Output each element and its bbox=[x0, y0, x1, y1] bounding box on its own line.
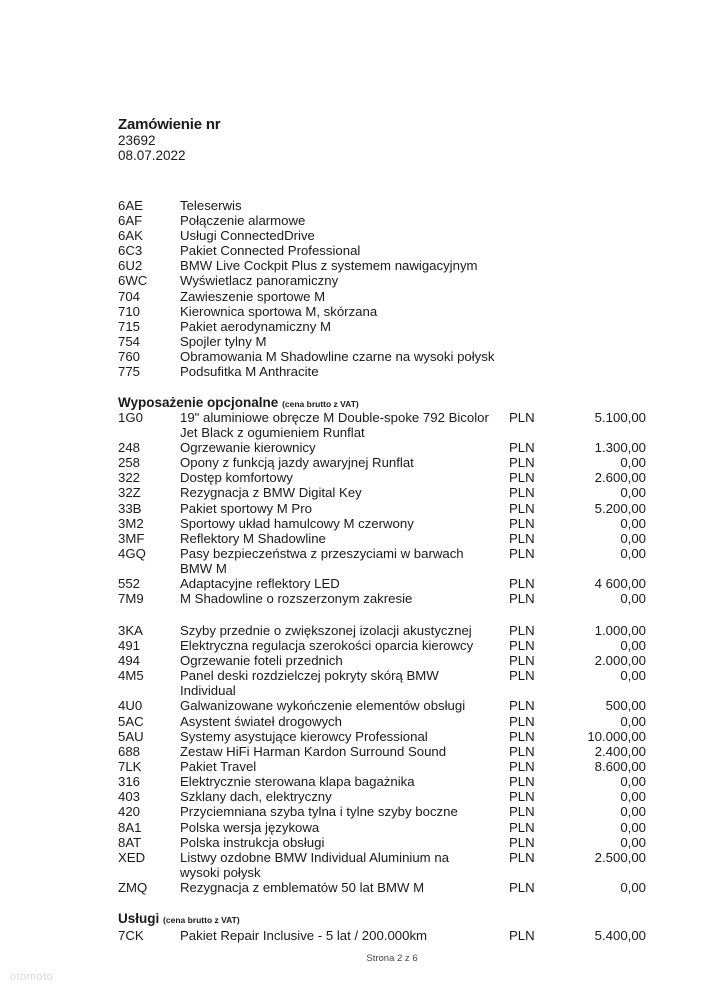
table-row bbox=[118, 576, 658, 591]
item-name: Wyświetlacz panoramiczny bbox=[180, 273, 339, 289]
table-row bbox=[118, 820, 658, 835]
item-code: 494 bbox=[118, 653, 141, 669]
item-currency: PLN bbox=[509, 668, 535, 684]
item-code: 3MF bbox=[118, 530, 145, 546]
optional-equipment-heading bbox=[118, 395, 359, 410]
list-item bbox=[118, 289, 658, 304]
item-code: 8AT bbox=[118, 835, 142, 851]
item-name: Reflektory M Shadowline bbox=[180, 530, 326, 546]
item-currency: PLN bbox=[509, 789, 535, 805]
optional-equipment-group-1 bbox=[118, 410, 658, 606]
item-name: Pakiet sportowy M Pro bbox=[180, 500, 312, 516]
item-price: 0,00 bbox=[620, 668, 646, 684]
item-name: Rezygnacja z BMW Digital Key bbox=[180, 485, 362, 501]
item-code: 7M9 bbox=[118, 591, 144, 607]
item-code: 552 bbox=[118, 576, 141, 592]
table-row bbox=[118, 485, 658, 500]
order-title: Zamówienie nr bbox=[118, 116, 221, 133]
item-code: 3M2 bbox=[118, 515, 144, 531]
item-price: 5.100,00 bbox=[594, 410, 646, 425]
item-code: 6U2 bbox=[118, 258, 143, 274]
order-number-value: 23692 bbox=[118, 133, 156, 148]
item-price: 2.000,00 bbox=[594, 653, 646, 669]
item-code: XED bbox=[118, 850, 146, 866]
item-name: 19" aluminiowe obręcze M Double-spoke 792 Bicolor Jet Black z ogumieniem Runflat bbox=[180, 410, 489, 441]
order-date-value: 08.07.2022 bbox=[118, 148, 186, 163]
item-price: 0,00 bbox=[620, 713, 646, 729]
item-currency: PLN bbox=[509, 470, 535, 486]
item-code: 1G0 bbox=[118, 410, 143, 425]
item-currency: PLN bbox=[509, 698, 535, 714]
table-row bbox=[118, 455, 658, 470]
item-name: Sportowy układ hamulcowy M czerwony bbox=[180, 515, 414, 531]
item-currency: PLN bbox=[509, 455, 535, 471]
item-name: Pasy bezpieczeństwa z przeszyciami w barwach BMW M bbox=[180, 545, 464, 576]
list-item bbox=[118, 228, 658, 243]
item-code: 775 bbox=[118, 364, 141, 380]
item-price: 0,00 bbox=[620, 455, 646, 471]
item-code: 6AE bbox=[118, 198, 143, 213]
table-row bbox=[118, 623, 658, 638]
item-price: 2.400,00 bbox=[594, 743, 646, 759]
item-code: 322 bbox=[118, 470, 141, 486]
item-currency: PLN bbox=[509, 530, 535, 546]
item-price: 10.000,00 bbox=[587, 728, 646, 744]
item-price: 0,00 bbox=[620, 773, 646, 789]
item-name: Zawieszenie sportowe M bbox=[180, 288, 326, 304]
item-price: 0,00 bbox=[620, 804, 646, 820]
watermark-logo: otomoto bbox=[10, 971, 54, 983]
item-price: 1.000,00 bbox=[594, 623, 646, 638]
item-code: 4M5 bbox=[118, 668, 144, 684]
item-price: 0,00 bbox=[620, 515, 646, 531]
item-name: Ogrzewanie kierownicy bbox=[180, 440, 316, 456]
item-currency: PLN bbox=[509, 835, 535, 851]
item-name: Listwy ozdobne BMW Individual Aluminium na wysoki połysk bbox=[180, 850, 450, 881]
item-code: 403 bbox=[118, 789, 141, 805]
list-item bbox=[118, 243, 658, 258]
item-name: Systemy asystujące kierowcy Professional bbox=[180, 728, 428, 744]
item-code: 6AK bbox=[118, 228, 143, 244]
item-code: 32Z bbox=[118, 485, 141, 501]
item-code: 688 bbox=[118, 743, 141, 759]
item-currency: PLN bbox=[509, 638, 535, 654]
item-price: 4 600,00 bbox=[594, 576, 646, 592]
item-currency: PLN bbox=[509, 500, 535, 516]
item-code: 8A1 bbox=[118, 820, 142, 835]
item-price: 0,00 bbox=[620, 880, 646, 896]
item-price: 2.500,00 bbox=[594, 850, 646, 866]
table-row bbox=[118, 759, 658, 774]
item-name: Elektrycznie sterowana klapa bagażnika bbox=[180, 773, 415, 789]
item-currency: PLN bbox=[509, 820, 535, 835]
item-name: Adaptacyjne reflektory LED bbox=[180, 576, 340, 592]
list-item bbox=[118, 198, 658, 213]
list-item bbox=[118, 273, 658, 288]
item-currency: PLN bbox=[509, 773, 535, 789]
item-code: 4U0 bbox=[118, 698, 143, 714]
item-name: Panel deski rozdzielczej pokryty skórą BMW Individual bbox=[180, 668, 439, 699]
item-name: Pakiet Repair Inclusive - 5 lat / 200.000km bbox=[180, 928, 428, 943]
list-item bbox=[118, 364, 658, 379]
item-name: Przyciemniana szyba tylna i tylne szyby boczne bbox=[180, 804, 458, 820]
table-row bbox=[118, 804, 658, 819]
item-name: Pakiet aerodynamiczny M bbox=[180, 318, 331, 334]
item-name: Spojler tylny M bbox=[180, 333, 267, 349]
table-row bbox=[118, 714, 658, 729]
table-row bbox=[118, 501, 658, 516]
item-currency: PLN bbox=[509, 758, 535, 774]
item-code: 715 bbox=[118, 318, 141, 334]
item-name: Polska wersja językowa bbox=[180, 820, 320, 835]
item-currency: PLN bbox=[509, 591, 535, 607]
item-name: Rezygnacja z emblematów 50 lat BMW M bbox=[180, 880, 425, 896]
item-name: Usługi ConnectedDrive bbox=[180, 228, 315, 244]
item-name: Asystent świateł drogowych bbox=[180, 713, 342, 729]
item-currency: PLN bbox=[509, 653, 535, 669]
table-row bbox=[118, 928, 658, 943]
item-code: 6C3 bbox=[118, 243, 143, 259]
item-name: Podsufitka M Anthracite bbox=[180, 364, 319, 380]
table-row bbox=[118, 668, 658, 698]
list-item bbox=[118, 258, 658, 273]
list-item bbox=[118, 334, 658, 349]
item-currency: PLN bbox=[509, 545, 535, 561]
item-name: Elektryczna regulacja szerokości oparcia kierowcy bbox=[180, 638, 474, 654]
item-code: 5AC bbox=[118, 713, 144, 729]
list-item bbox=[118, 319, 658, 334]
item-code: 5AU bbox=[118, 728, 144, 744]
table-row bbox=[118, 546, 658, 576]
optional-equipment-title: Wyposażenie opcjonalne bbox=[118, 395, 279, 410]
item-name: Opony z funkcją jazdy awaryjnej Runflat bbox=[180, 455, 414, 471]
item-code: 710 bbox=[118, 303, 141, 319]
item-price: 0,00 bbox=[620, 820, 646, 835]
item-code: 704 bbox=[118, 288, 141, 304]
item-currency: PLN bbox=[509, 743, 535, 759]
item-name: Obramowania M Shadowline czarne na wysoki połysk bbox=[180, 348, 495, 364]
item-price: 0,00 bbox=[620, 789, 646, 805]
item-name: Ogrzewanie foteli przednich bbox=[180, 653, 343, 669]
services-title: Usługi bbox=[118, 911, 160, 926]
table-row bbox=[118, 744, 658, 759]
item-currency: PLN bbox=[509, 576, 535, 592]
item-currency: PLN bbox=[509, 440, 535, 456]
item-code: ZMQ bbox=[118, 880, 148, 896]
table-row bbox=[118, 698, 658, 713]
item-price: 0,00 bbox=[620, 638, 646, 654]
table-row bbox=[118, 470, 658, 485]
services-list bbox=[118, 928, 658, 943]
list-item bbox=[118, 304, 658, 319]
table-row bbox=[118, 516, 658, 531]
table-row bbox=[118, 729, 658, 744]
standard-equipment-list bbox=[118, 198, 658, 379]
table-row bbox=[118, 653, 658, 668]
item-name: Polska instrukcja obsługi bbox=[180, 835, 325, 851]
table-row bbox=[118, 410, 658, 440]
item-name: Pakiet Connected Professional bbox=[180, 243, 361, 259]
item-price: 0,00 bbox=[620, 591, 646, 607]
item-code: 6WC bbox=[118, 273, 148, 289]
table-row bbox=[118, 531, 658, 546]
item-code: 7LK bbox=[118, 758, 142, 774]
item-currency: PLN bbox=[509, 515, 535, 531]
table-row bbox=[118, 850, 658, 880]
table-row bbox=[118, 591, 658, 606]
item-currency: PLN bbox=[509, 850, 535, 866]
table-row bbox=[118, 880, 658, 895]
item-currency: PLN bbox=[509, 485, 535, 501]
page-number: Strona 2 z 6 bbox=[366, 953, 418, 964]
item-currency: PLN bbox=[509, 410, 535, 425]
item-code: 6AF bbox=[118, 213, 143, 229]
table-row bbox=[118, 789, 658, 804]
table-row bbox=[118, 440, 658, 455]
item-price: 0,00 bbox=[620, 530, 646, 546]
item-price: 5.200,00 bbox=[594, 500, 646, 516]
item-name: BMW Live Cockpit Plus z systemem nawigacyjnym bbox=[180, 258, 478, 274]
item-name: Pakiet Travel bbox=[180, 758, 257, 774]
list-item bbox=[118, 349, 658, 364]
table-row bbox=[118, 835, 658, 850]
item-code: 491 bbox=[118, 638, 141, 654]
item-name: Dostęp komfortowy bbox=[180, 470, 293, 486]
item-code: 4GQ bbox=[118, 545, 146, 561]
optional-equipment-group-3 bbox=[118, 820, 658, 895]
item-code: 760 bbox=[118, 348, 141, 364]
item-currency: PLN bbox=[509, 728, 535, 744]
item-currency: PLN bbox=[509, 804, 535, 820]
item-price: 8.600,00 bbox=[594, 758, 646, 774]
optional-equipment-note: (cena brutto z VAT) bbox=[282, 399, 359, 409]
item-code: 7CK bbox=[118, 928, 144, 943]
item-name: Szklany dach, elektryczny bbox=[180, 789, 332, 805]
item-name: Szyby przednie o zwiększonej izolacji akustycznej bbox=[180, 623, 472, 638]
item-price: 1.300,00 bbox=[594, 440, 646, 456]
order-date-row bbox=[0, 148, 300, 164]
item-code: 33B bbox=[118, 500, 142, 516]
item-name: M Shadowline o rozszerzonym zakresie bbox=[180, 591, 413, 607]
item-price: 2.600,00 bbox=[594, 470, 646, 486]
item-price: 500,00 bbox=[605, 698, 646, 714]
item-code: 420 bbox=[118, 804, 141, 820]
item-name: Kierownica sportowa M, skórzana bbox=[180, 303, 378, 319]
item-currency: PLN bbox=[509, 880, 535, 896]
item-name: Teleserwis bbox=[180, 198, 242, 213]
item-name: Galwanizowane wykończenie elementów obsługi bbox=[180, 698, 466, 714]
services-heading bbox=[118, 911, 240, 926]
table-row bbox=[118, 638, 658, 653]
table-row bbox=[118, 774, 658, 789]
item-name: Zestaw HiFi Harman Kardon Surround Sound bbox=[180, 743, 447, 759]
item-code: 754 bbox=[118, 333, 141, 349]
item-currency: PLN bbox=[509, 623, 535, 638]
optional-equipment-group-2 bbox=[118, 623, 658, 819]
item-price: 0,00 bbox=[620, 835, 646, 851]
list-item bbox=[118, 213, 658, 228]
order-number-row bbox=[0, 133, 300, 149]
item-price: 0,00 bbox=[620, 545, 646, 561]
services-note: (cena brutto z VAT) bbox=[163, 915, 240, 925]
item-code: 248 bbox=[118, 440, 141, 456]
item-code: 258 bbox=[118, 455, 141, 471]
item-currency: PLN bbox=[509, 928, 535, 943]
item-code: 316 bbox=[118, 773, 141, 789]
item-price: 0,00 bbox=[620, 485, 646, 501]
item-name: Połączenie alarmowe bbox=[180, 213, 306, 229]
item-price: 5.400,00 bbox=[594, 928, 646, 943]
item-code: 3KA bbox=[118, 623, 143, 638]
item-currency: PLN bbox=[509, 713, 535, 729]
